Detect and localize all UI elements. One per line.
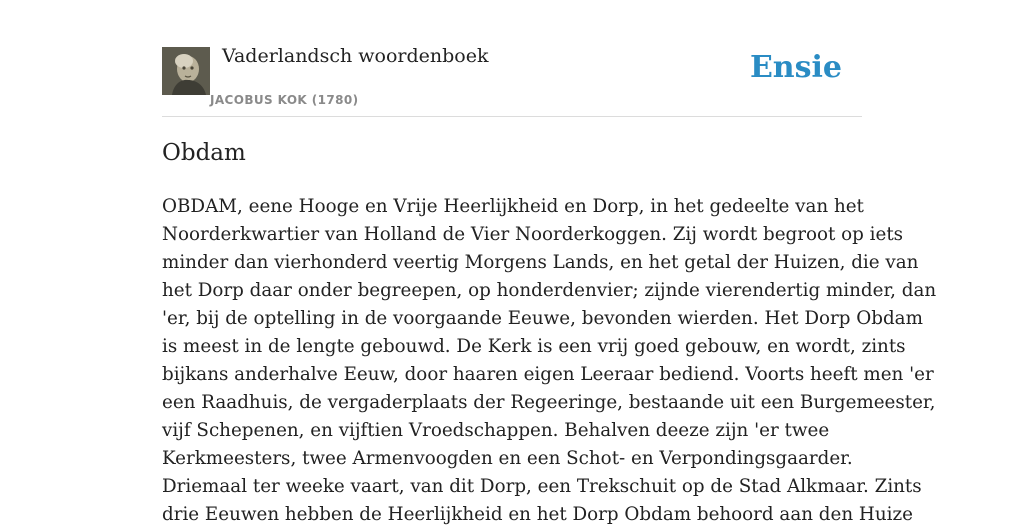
author-name[interactable]: JACOBUS KOK (1780): [210, 93, 359, 107]
entry-line: minder dan vierhonderd veertig Morgens Lands, en het getal der Huizen, die van: [162, 252, 919, 273]
entry-line: 'er, bij de optelling in de voorgaande Eeuwe, bevonden wierden. Het Dorp Obdam: [162, 308, 923, 329]
entry-line: vijf Schepenen, en vijftien Vroedschappen. Behalven deeze zijn 'er twee: [162, 420, 830, 441]
entry-line: drie Eeuwen hebben de Heerlijkheid en het Dorp Obdam behoord aan den Huize: [162, 504, 913, 525]
author-portrait-icon: [162, 47, 210, 95]
entry-line: Noorderkwartier van Holland de Vier Noorderkoggen. Zij wordt begroot op iets: [162, 224, 904, 245]
entry-line: Kerkmeesters, twee Armenvoogden en een Schot- en Verpondingsgaarder.: [162, 448, 853, 469]
entry-line: Driemaal ter weeke vaart, van dit Dorp, een Trekschuit op de Stad Alkmaar. Zints: [162, 476, 922, 497]
book-title[interactable]: Vaderlandsch woordenboek: [222, 45, 489, 67]
entry-line: bijkans anderhalve Eeuw, door haaren eigen Leeraar bediend. Voorts heeft men 'er: [162, 364, 934, 385]
entry-line: het Dorp daar onder begreepen, op honderdenvier; zijnde vierendertig minder, dan: [162, 280, 937, 301]
header: [162, 0, 862, 117]
brand-logo[interactable]: Ensie: [749, 50, 842, 85]
entry-title: Obdam: [162, 140, 246, 166]
entry-line: OBDAM, eene Hooge en Vrije Heerlijkheid en Dorp, in het gedeelte van het: [162, 196, 864, 217]
author-avatar: [162, 47, 210, 95]
entry-line: een Raadhuis, de vergaderplaats der Regeeringe, bestaande uit een Burgemeester,: [162, 392, 936, 413]
entry-body: [162, 193, 937, 529]
entry-line: is meest in de lengte gebouwd. De Kerk is een vrij goed gebouw, en wordt, zints: [162, 336, 906, 357]
